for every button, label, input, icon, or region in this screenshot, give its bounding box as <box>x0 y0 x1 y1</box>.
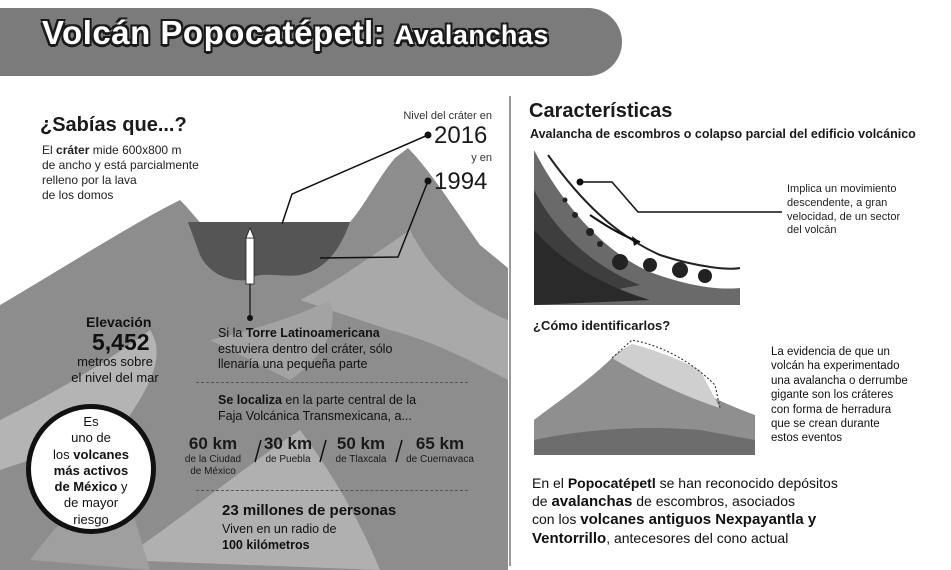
population-detail: Viven en un radio de 100 kilómetros <box>222 522 337 552</box>
distance-cdmx: 60 km de la Ciudad de México <box>184 434 242 478</box>
population-headline: 23 millones de personas <box>222 502 397 519</box>
crater-year-2016: 2016 <box>434 122 488 149</box>
identify-description: La evidencia de que un volcán ha experimentado una avalancha o derrumbe gigante son los cráteres con forma de herradura que se crean durante estos eventos <box>771 346 908 445</box>
elevation-value: 5,452 <box>92 329 150 355</box>
crater-level-connector: y en <box>471 152 492 164</box>
torre-latinoamericana-icon <box>246 238 254 284</box>
characteristics-heading: Características <box>529 100 673 122</box>
distance-puebla: 30 km de Puebla <box>263 434 313 466</box>
conclusion-text: En el Popocatépetl se han reconocido depósitos de avalanchas de escombros, asociados con los volcanes antiguos Nexpayantla y Ventorrillo, antecesores del cono actual <box>532 475 838 547</box>
crater-year-1994: 1994 <box>434 168 488 195</box>
avalanche-diagram <box>534 150 782 305</box>
distance-cuernavaca: 65 km de Cuernavaca <box>406 434 474 466</box>
divider-line <box>196 490 468 491</box>
sabias-heading: ¿Sabías que...? <box>40 114 187 136</box>
crater-description: El cráter mide 600x800 m de ancho y está parcialmente relleno por la lava de los domos <box>42 143 199 202</box>
torre-comparison: Si la Torre Latinoamericana estuviera dentro del cráter, sólo llenaría una pequeña parte <box>218 326 393 372</box>
crater-level-label: Nivel del cráter en <box>403 110 492 122</box>
divider-line <box>196 382 468 383</box>
elevation-unit: metros sobre el nivel del mar <box>71 354 159 386</box>
characteristics-subheading: Avalancha de escombros o colapso parcial del edificio volcánico <box>530 127 916 141</box>
avalanche-description: Implica un movimiento descendente, a gran velocidad, de un sector del volcán <box>787 183 901 237</box>
risk-badge-text: Es uno de los volcanes más activos de México y de mayor riesgo <box>53 414 129 527</box>
location-text: Se localiza en la parte central de la Faja Volcánica Transmexicana, a... <box>218 393 417 423</box>
page-title: Volcán Popocatépetl: Avalanchas <box>42 14 549 51</box>
elevation-label: Elevación <box>86 314 152 330</box>
identify-heading: ¿Cómo identificarlos? <box>533 318 671 333</box>
horseshoe-crater-diagram <box>534 340 755 455</box>
panel-divider <box>509 96 511 566</box>
distance-tlaxcala: 50 km de Tlaxcala <box>335 434 387 466</box>
